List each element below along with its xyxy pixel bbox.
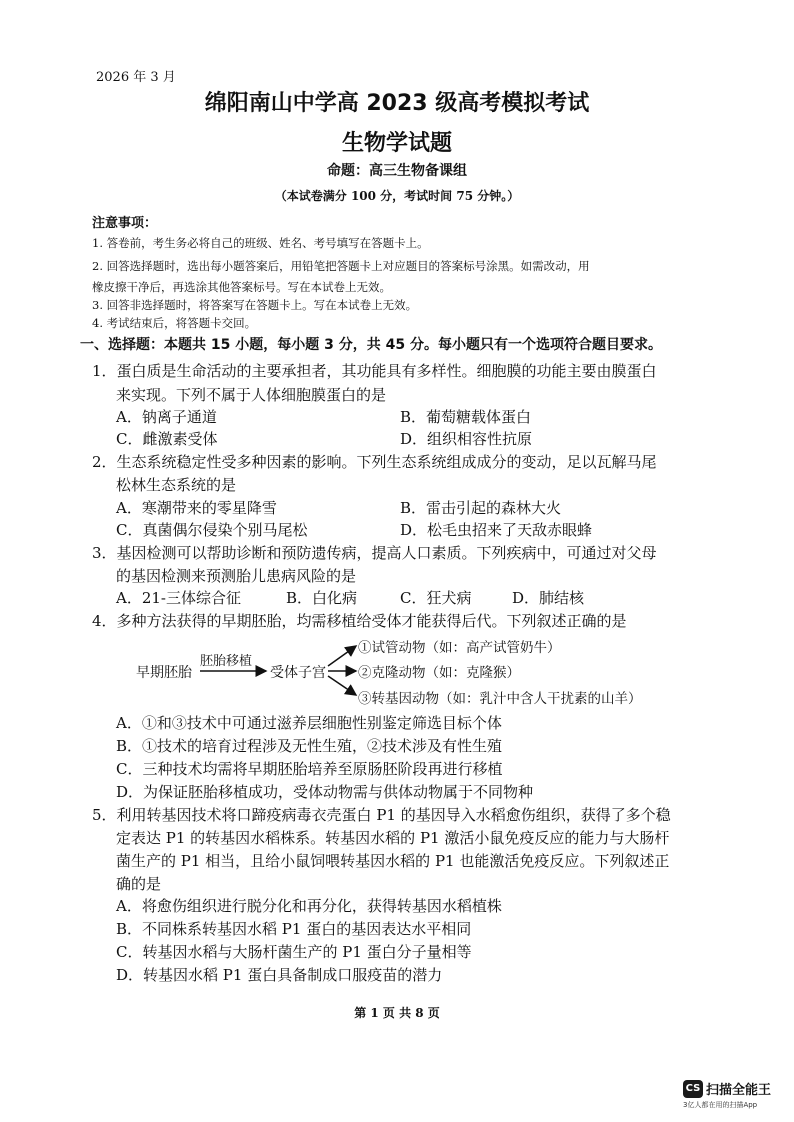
question-4-stem: 4．多种方法获得的早期胚胎，均需移植给受体才能获得后代。下列叙述正确的是 (92, 612, 627, 630)
q3-option-a: A．21-三体综合征 (116, 589, 241, 607)
q5-option-d: D．转基因水稻 P1 蛋白具备制成口服疫苗的潜力 (116, 966, 443, 984)
question-5-stem-cont: 菌生产的 P1 相当，且给小鼠饲喂转基因水稻的 P1 也能激活免疫反应。下列叙述正 (116, 852, 670, 870)
diagram-branch-2: ②克隆动物（如：克隆猴） (358, 665, 520, 681)
author-line: 命题：高三生物备课组 (327, 163, 467, 179)
q2-option-a: A．寒潮带来的零星降雪 (116, 499, 277, 517)
diagram-target-label: 受体子宫 (270, 665, 326, 681)
q2-option-c: C．真菌偶尔侵染个别马尾松 (116, 521, 308, 539)
note-item: 2. 回答选择题时，选出每小题答案后，用铅笔把答题卡上对应题目的答案标号涂黑。如需改动，用 (92, 259, 590, 273)
q1-option-d: D．组织相容性抗原 (400, 430, 533, 448)
q5-option-b: B．不同株系转基因水稻 P1 蛋白的基因表达水平相同 (116, 920, 472, 938)
scanner-watermark (683, 1078, 771, 1098)
q1-option-c: C．雌激素受体 (116, 430, 218, 448)
q3-option-b: B．白化病 (286, 589, 358, 607)
camscanner-logo-icon: CS (683, 1080, 703, 1098)
q5-option-c: C．转基因水稻与大肠杆菌生产的 P1 蛋白分子量相等 (116, 943, 472, 961)
branch-arrow-3 (328, 676, 356, 695)
q4-option-a: A．①和③技术中可通过滋养层细胞性别鉴定筛选目标个体 (116, 714, 502, 732)
q4-option-b: B．①技术的培育过程涉及无性生殖，②技术涉及有性生殖 (116, 737, 503, 755)
question-5-stem: 5．利用转基因技术将口蹄疫病毒衣壳蛋白 P1 的基因导入水稻愈伤组织，获得了多个稳 (92, 806, 671, 824)
question-2-stem-cont: 松林生态系统的是 (116, 476, 237, 494)
score-info: （本试卷满分 100 分，考试时间 75 分钟。） (274, 189, 520, 203)
q4-option-c: C．三种技术均需将早期胚胎培养至原肠胚阶段再进行移植 (116, 760, 503, 778)
q4-option-d: D．为保证胚胎移植成功，受体动物需与供体动物属于不同物种 (116, 783, 534, 801)
watermark-name: 扫描全能王 (706, 1083, 772, 1098)
q1-option-b: B．葡萄糖载体蛋白 (400, 408, 532, 426)
diagram-branch-3: ③转基因动物（如：乳汁中含人干扰素的山羊） (358, 691, 642, 707)
page-number: 第 1 页 共 8 页 (354, 1006, 440, 1020)
exam-date: 2026 年 3 月 (96, 70, 176, 85)
question-1-stem-cont: 来实现。下列不属于人体细胞膜蛋白的是 (116, 386, 387, 404)
branch-arrow-1 (328, 646, 356, 666)
question-3-stem: 3．基因检测可以帮助诊断和预防遗传病，提高人口素质。下列疾病中，可通过对父母 (92, 544, 657, 562)
question-5-stem-cont: 定表达 P1 的转基因水稻株系。转基因水稻的 P1 激活小鼠免疫反应的能力与大肠杆 (116, 829, 670, 847)
question-2-stem: 2．生态系统稳定性受多种因素的影响。下列生态系统组成成分的变动，足以瓦解马尾 (92, 453, 657, 471)
exam-title: 绵阳南山中学高 2023 级高考模拟考试 (204, 91, 590, 116)
diagram-source-label: 早期胚胎 (136, 665, 192, 681)
diagram-arrow-label: 胚胎移植 (200, 654, 253, 669)
question-5-stem-cont: 确的是 (116, 875, 162, 893)
q2-option-d: D．松毛虫招来了天敌赤眼蜂 (400, 521, 593, 539)
note-item: 4. 考试结束后，将答题卡交回。 (92, 316, 257, 330)
q3-option-c: C．狂犬病 (400, 589, 472, 607)
q1-option-a: A．钠离子通道 (116, 408, 217, 426)
q2-option-b: B．雷击引起的森林大火 (400, 499, 562, 517)
note-item: 1. 答卷前，考生务必将自己的班级、姓名、考号填写在答题卡上。 (92, 236, 429, 250)
notes-heading: 注意事项： (92, 216, 158, 231)
embryo-transfer-diagram (130, 630, 690, 710)
question-3-stem-cont: 的基因检测来预测胎儿患病风险的是 (116, 567, 357, 585)
watermark-tagline: 3亿人都在用的扫描App (683, 1101, 758, 1109)
note-item: 3. 回答非选择题时，将答案写在答题卡上。写在本试卷上无效。 (92, 298, 418, 312)
q5-option-a: A．将愈伤组织进行脱分化和再分化，获得转基因水稻植株 (116, 897, 502, 915)
question-1-stem: 1．蛋白质是生命活动的主要承担者，其功能具有多样性。细胞膜的功能主要由膜蛋白 (92, 362, 657, 380)
section-heading: 一、选择题：本题共 15 小题，每小题 3 分，共 45 分。每小题只有一个选项符合题目要求。 (80, 337, 662, 353)
diagram-arrows (130, 630, 690, 710)
q3-option-d: D．肺结核 (512, 589, 585, 607)
diagram-branch-1: ①试管动物（如：高产试管奶牛） (358, 640, 561, 656)
subject-title: 生物学试题 (341, 131, 452, 156)
note-item: 橡皮擦干净后，再选涂其他答案标号。写在本试卷上无效。 (92, 280, 391, 294)
